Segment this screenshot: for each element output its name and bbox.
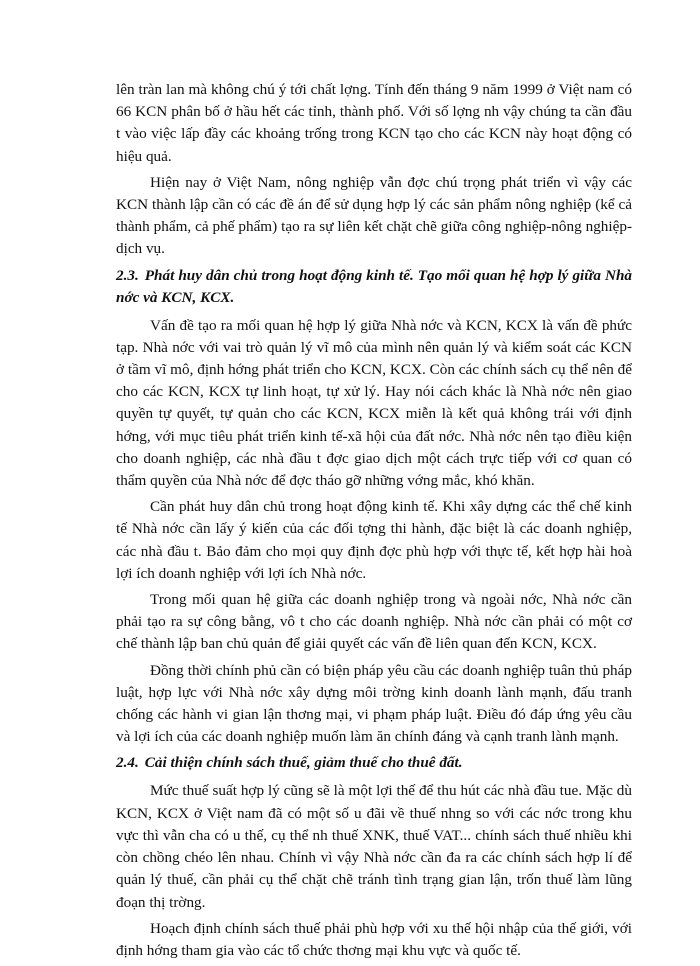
paragraph: Đồng thời chính phủ cần có biện pháp yêu cầu các doanh nghiệp tuân thủ pháp luật, hợp lực với Nhà nớc xây dựng môi trờng kinh doanh lành mạnh, đấu tranh chống các hành vi gian lận thơng mại, vi phạm pháp luật. Điều đó đáp ứng yêu cầu và lợi ích của các doanh nghiệp muốn làm ăn chính đáng và cạnh tranh lành mạnh.	[116, 661, 632, 746]
paragraph: Mức thuế suất hợp lý cũng sẽ là một lợi thế để thu hút các nhà đầu tue. Mặc dù KCN, KCX ở Việt nam đã có một số u đãi về thuế nhng so với các nớc trong khu vực thì vẫn cha có u thế, cụ thể nh thuế XNK, thuế VAT... chính sách thuế nhiều khi còn chồng chéo lên nhau. Chính vì vậy Nhà nớc cần đa ra các chính sách hợp lí để quản lý thuế, cần phải cụ thể chặt chẽ tránh tình trạng gian lận, trốn thuế làm lũng đoạn thị trờng.	[116, 782, 632, 911]
paragraph: Hoạch định chính sách thuế phải phù hợp với xu thế hội nhập của thế giới, với định hớng tham gia vào các tổ chức thơng mại khu vực và quốc tế.	[116, 919, 632, 959]
paragraph: Trong mối quan hệ giữa các doanh nghiệp trong và ngoài nớc, Nhà nớc cần phải tạo ra sự công bằng, vô t cho các doanh nghiệp. Nhà nớc cần phải có một cơ chế thành lập ban chủ quản để giải quyết các vấn đề liên quan đến KCN, KCX.	[116, 591, 632, 653]
document-body	[116, 79, 632, 966]
section-heading	[116, 752, 632, 774]
section-title: Cải thiện chính sách thuế, giảm thuế cho thuê đất.	[144, 754, 463, 772]
section-number: 2.3.	[116, 266, 139, 284]
paragraph: lên tràn lan mà không chú ý tới chất lợng. Tính đến tháng 9 năm 1999 ở Việt nam có 66 KCN phân bố ở hầu hết các tỉnh, thành phố. Với số lợng nh vậy chúng ta cần đầu t vào việc lấp đầy các khoảng trống trong KCN tạo cho các KCN này hoạt động có hiệu quả.	[116, 81, 632, 165]
paragraph: Hiện nay ở Việt Nam, nông nghiệp vẫn đợc chú trọng phát triển vì vậy các KCN thành lập cần có các đề án để sử dụng hợp lý các sản phẩm nông nghiệp (kể cả thành phẩm, cả phế phẩm) tạo ra sự liên kết chặt chẽ giữa công nghiệp-nông nghiệp-dịch vụ.	[116, 173, 632, 258]
paragraph: Cần phát huy dân chủ trong hoạt động kinh tế. Khi xây dựng các thể chế kinh tế Nhà nớc cần lấy ý kiến của các đối tợng thi hành, đặc biệt là các doanh nghiệp, các nhà đầu t. Bảo đảm cho mọi quy định đợc phù hợp với thực tế, kết hợp hài hoà lợi ích doanh nghiệp với lợi ích Nhà nớc.	[116, 498, 632, 582]
section-title: Phát huy dân chủ trong hoạt động kinh tế. Tạo mối quan hệ hợp lý giữa Nhà nớc và KCN, KCX.	[116, 266, 632, 306]
section-number: 2.4.	[116, 754, 139, 772]
paragraph: Vấn đề tạo ra mối quan hệ hợp lý giữa Nhà nớc và KCN, KCX là vấn đề phức tạp. Nhà nớc với vai trò quản lý vĩ mô của mình nên quản lý và kiểm soát các KCN ở tầm vĩ mô, định hớng phát triển cho KCN, KCX. Còn các chính sách cụ thể nên để cho các KCN, KCX tự linh hoạt, tự xử lý. Hay nói cách khác là Nhà nớc nên giao quyền tự quyết, tự quản cho các KCN, KCX miễn là kết quả không trái với định hớng, với mục tiêu phát triển kinh tế-xã hội của đất nớc. Nhà nớc nên tạo điều kiện cho doanh nghiệp, các nhà đầu t đợc giao dịch một cách trực tiếp với cơ quan có thẩm quyền của Nhà nớc để đợc tháo gỡ những vớng mắc, khó khăn.	[116, 316, 632, 490]
section-heading	[116, 265, 632, 309]
